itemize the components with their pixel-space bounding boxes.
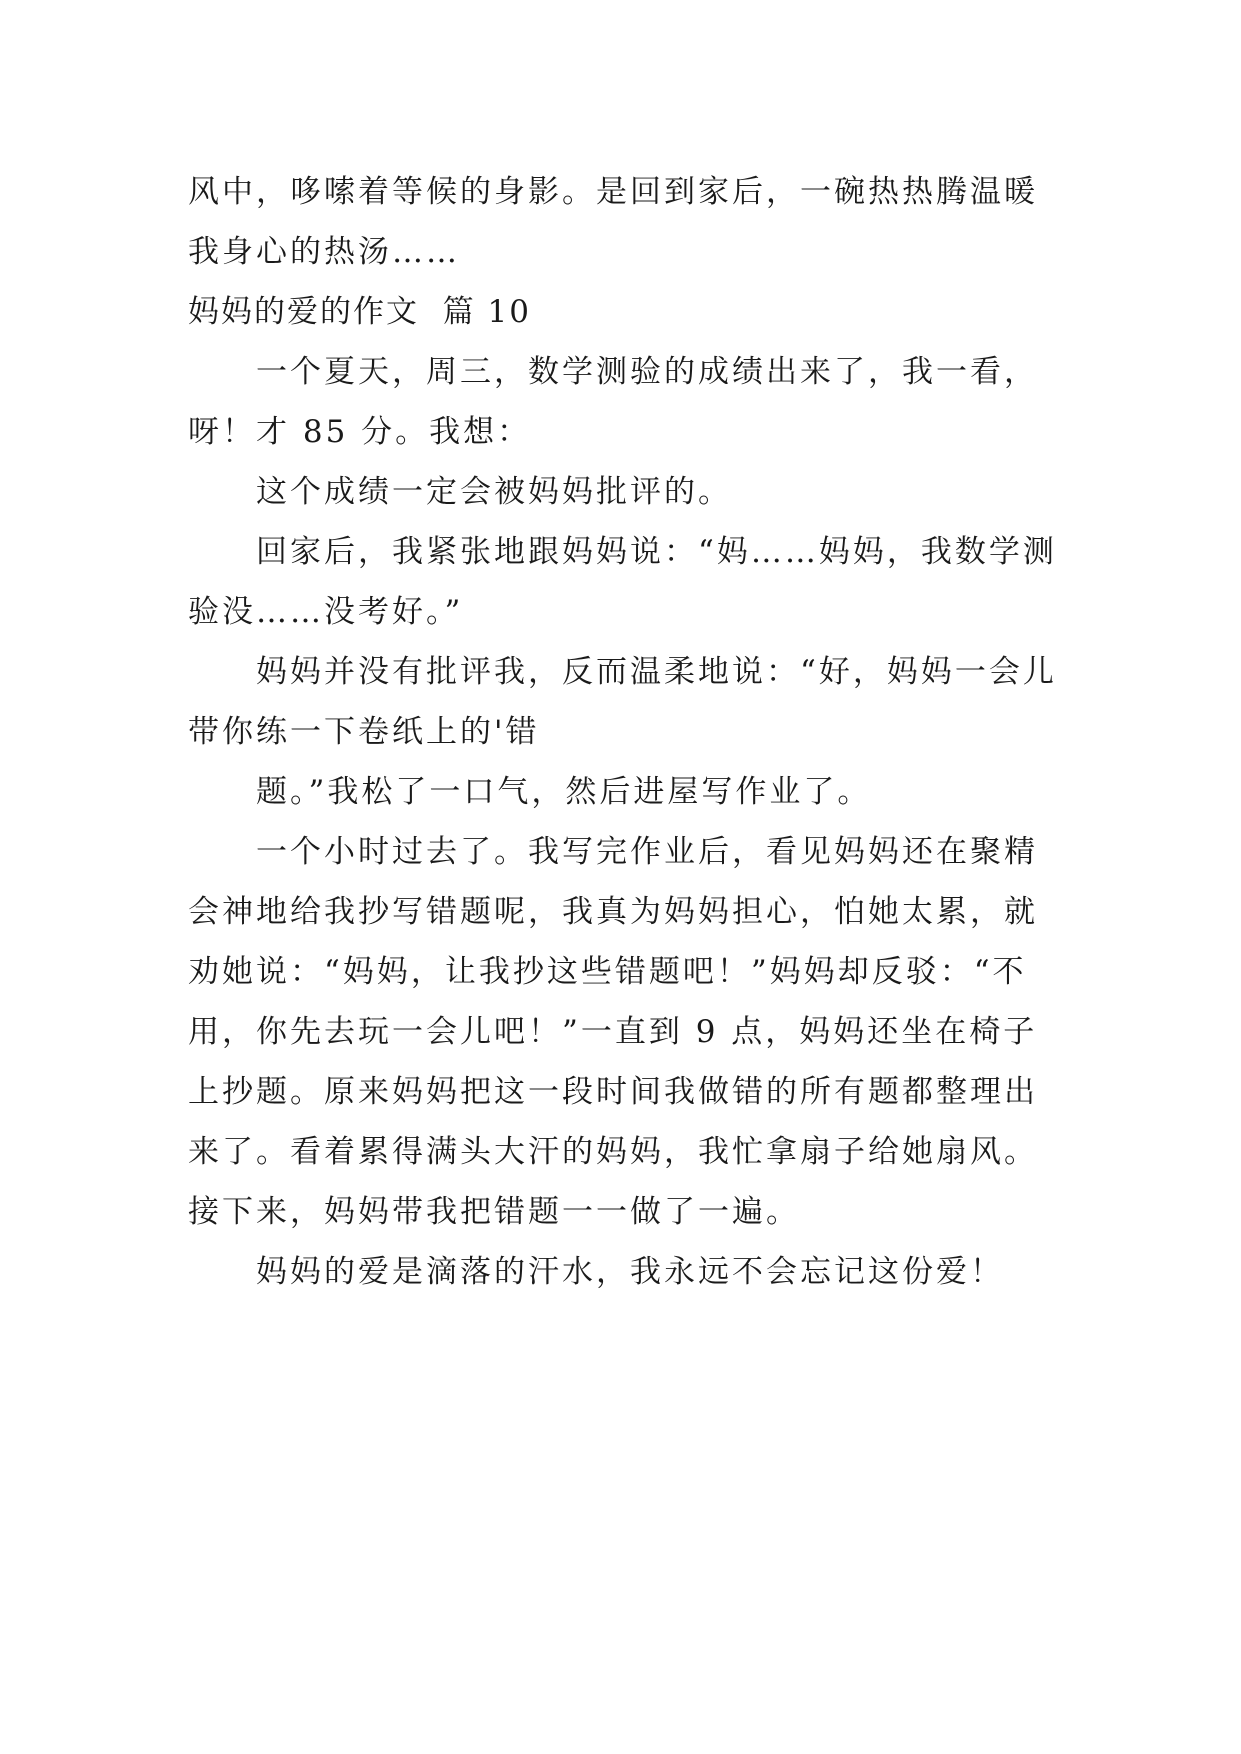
- paragraph: 妈妈的爱是滴落的汗水，我永远不会忘记这份爱！: [256, 1254, 1004, 1290]
- paragraph: 一个小时过去了。我写完作业后，看见妈妈还在聚精会神地给我抄写错题呢，我真为妈妈担心，怕她太累，就劝她说：“妈妈，让我抄这些错题吧！”妈妈却反驳：“不用，你先去玩一会儿吧！”一直到 9 点，妈妈还坐在椅子上抄题。原来妈妈把这一段时间我做错的所有题都整理出来了。看着累得满头大汗的妈妈，我忙拿扇子给她扇风。接下来，妈妈带我把错题一一做了一遍。: [188, 834, 1038, 1230]
- document-body: [188, 162, 1068, 1302]
- paragraph: 题。”我松了一口气，然后进屋写作业了。: [256, 774, 872, 810]
- paragraph-continuation: 风中，哆嗦着等候的身影。是回到家后，一碗热热腾温暖我身心的热汤……: [188, 174, 1038, 270]
- paragraph: 一个夏天，周三，数学测验的成绩出来了，我一看，呀！才 85 分。我想：: [188, 354, 1038, 450]
- paragraph: 回家后，我紧张地跟妈妈说：“妈……妈妈，我数学测验没……没考好。”: [188, 534, 1057, 630]
- section-heading: 妈妈的爱的作文 篇 10: [188, 294, 532, 330]
- paragraph: 这个成绩一定会被妈妈批评的。: [256, 474, 732, 510]
- paragraph: 妈妈并没有批评我，反而温柔地说：“好，妈妈一会儿带你练一下卷纸上的'错: [188, 654, 1057, 750]
